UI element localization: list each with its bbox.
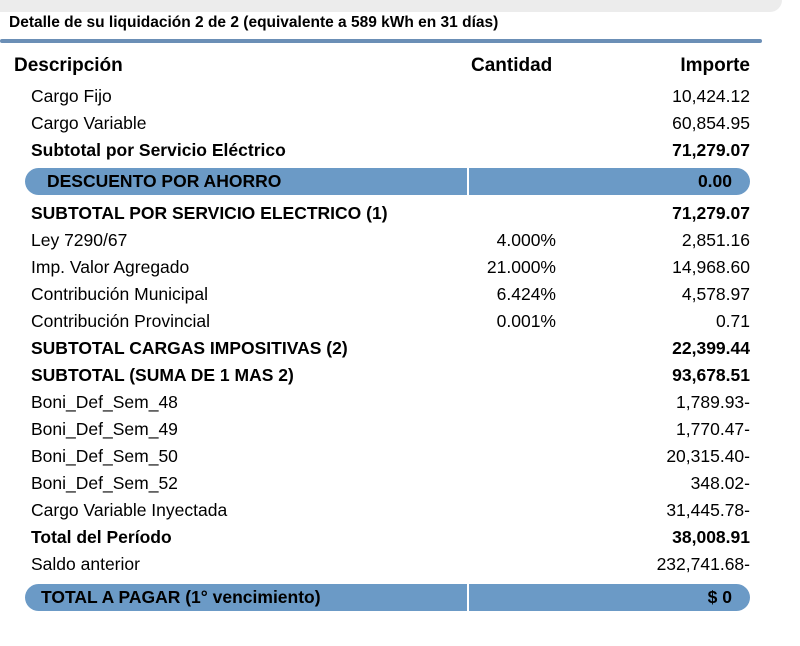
- column-headers: [0, 52, 800, 79]
- row-description: Boni_Def_Sem_52: [31, 473, 178, 493]
- row-amount: 2,851.16: [681, 230, 750, 250]
- row-total-periodo: [0, 524, 800, 551]
- row-amount: 38,008.91: [672, 527, 750, 547]
- column-header-amount: Importe: [680, 55, 750, 76]
- row-amount: 71,279.07: [672, 203, 750, 223]
- header-divider: [0, 39, 762, 43]
- row-description: Ley 7290/67: [31, 230, 128, 250]
- row-contribucion-provincial: [0, 308, 800, 335]
- discount-label: DESCUENTO POR AHORRO: [47, 171, 282, 191]
- row-cargo-inyectada: [0, 497, 800, 524]
- row-cargo-fijo: [0, 83, 800, 110]
- row-boni-50: [0, 443, 800, 470]
- row-description: Saldo anterior: [31, 554, 140, 574]
- row-subtotal-servicio: [0, 137, 800, 164]
- row-boni-52: [0, 470, 800, 497]
- row-amount: 10,424.12: [672, 86, 750, 106]
- row-description: Boni_Def_Sem_49: [31, 419, 178, 439]
- row-description: Contribución Municipal: [31, 284, 209, 304]
- row-description: Imp. Valor Agregado: [31, 257, 190, 277]
- total-highlight-bar: [25, 584, 750, 611]
- row-description: Contribución Provincial: [31, 311, 210, 331]
- row-quantity: 6.424%: [496, 284, 556, 304]
- row-amount: 20,315.40-: [666, 446, 750, 466]
- row-amount: 232,741.68-: [656, 554, 750, 574]
- row-description: SUBTOTAL CARGAS IMPOSITIVAS (2): [31, 338, 348, 358]
- row-boni-48: [0, 389, 800, 416]
- top-shade: [0, 0, 782, 12]
- row-amount: 22,399.44: [672, 338, 750, 358]
- row-quantity: 0.001%: [496, 311, 556, 331]
- row-boni-49: [0, 416, 800, 443]
- section-title: Detalle de su liquidación 2 de 2 (equivalente a 589 kWh en 31 días): [9, 14, 499, 31]
- row-quantity: 4.000%: [496, 230, 556, 250]
- column-header-description: Descripción: [14, 55, 123, 76]
- pill-divider: [467, 584, 469, 611]
- row-description: Total del Período: [31, 527, 172, 547]
- row-ley: [0, 227, 800, 254]
- row-cargo-variable: [0, 110, 800, 137]
- row-subtotal-suma: [0, 362, 800, 389]
- discount-amount: 0.00: [697, 171, 732, 191]
- row-amount: 14,968.60: [672, 257, 750, 277]
- pill-divider: [467, 168, 469, 195]
- row-subtotal-cargas: [0, 335, 800, 362]
- total-label: TOTAL A PAGAR (1° vencimiento): [41, 587, 321, 607]
- total-amount: $ 0: [707, 587, 732, 607]
- row-amount: 71,279.07: [672, 140, 750, 160]
- row-amount: 4,578.97: [681, 284, 750, 304]
- row-quantity: 21.000%: [486, 257, 556, 277]
- row-contribucion-municipal: [0, 281, 800, 308]
- discount-highlight-bar: [25, 168, 750, 195]
- row-description: Cargo Variable: [31, 113, 147, 133]
- row-amount: 31,445.78-: [666, 500, 750, 520]
- column-header-quantity: Cantidad: [471, 55, 553, 76]
- row-description: SUBTOTAL (SUMA DE 1 MAS 2): [31, 365, 294, 385]
- row-amount: 0.71: [715, 311, 750, 331]
- row-amount: 60,854.95: [672, 113, 750, 133]
- row-description: Boni_Def_Sem_50: [31, 446, 178, 466]
- row-amount: 1,789.93-: [676, 392, 750, 412]
- row-description: Boni_Def_Sem_48: [31, 392, 178, 412]
- row-description: Cargo Fijo: [31, 86, 112, 106]
- row-amount: 93,678.51: [672, 365, 750, 385]
- row-amount: 1,770.47-: [676, 419, 750, 439]
- row-iva: [0, 254, 800, 281]
- row-description: Subtotal por Servicio Eléctrico: [31, 140, 286, 160]
- row-description: Cargo Variable Inyectada: [31, 500, 228, 520]
- row-saldo-anterior: [0, 551, 800, 578]
- row-description: SUBTOTAL POR SERVICIO ELECTRICO (1): [31, 203, 388, 223]
- row-subtotal-1: [0, 200, 800, 227]
- row-amount: 348.02-: [690, 473, 750, 493]
